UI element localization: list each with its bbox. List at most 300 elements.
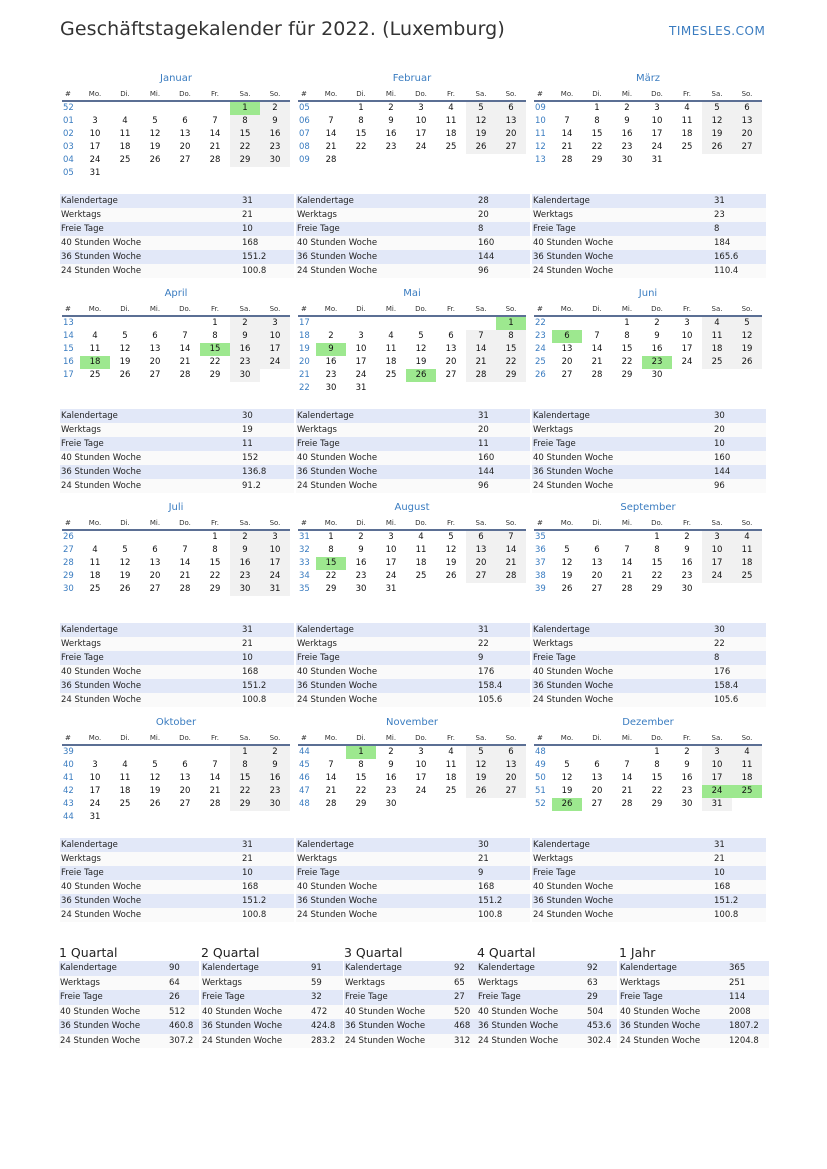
day-cell: 26 (149, 799, 161, 809)
stat-value: 472 (310, 1005, 343, 1020)
weekday-header: So. (260, 731, 290, 745)
weekday-header: So. (496, 731, 526, 745)
day-cell: 12 (149, 129, 161, 139)
stat-value: 10 (241, 222, 294, 236)
stat-label: 24 Stunden Woche (532, 264, 713, 278)
day-cell: 21 (496, 557, 526, 570)
day-cell: 15 (230, 772, 260, 785)
stat-label: Werktags (532, 852, 713, 866)
day-cell: 2 (230, 530, 260, 544)
day-cell: 16 (621, 129, 633, 139)
day-cell: 20 (496, 772, 526, 785)
stat-value: 1204.8 (728, 1034, 769, 1049)
stats-row (60, 465, 294, 479)
weekday-header: Do. (642, 516, 672, 530)
stat-label: Werktags (60, 852, 241, 866)
day-cell: 17 (702, 772, 732, 785)
stat-label: 36 Stunden Woche (532, 250, 713, 264)
stat-value: 152 (241, 451, 294, 465)
stats-row (532, 465, 766, 479)
stats-row (532, 194, 766, 208)
week-number: 26 (535, 370, 546, 380)
day-cell: 18 (732, 772, 762, 785)
day-cell: 10 (415, 760, 427, 770)
week-number-header: # (534, 731, 552, 745)
stats-row (477, 976, 617, 991)
day-cell: 10 (415, 116, 427, 126)
week-row (298, 356, 526, 369)
day-cell: 22 (496, 356, 526, 369)
month-stats (60, 409, 294, 493)
day-cell (110, 101, 140, 115)
day-cell: 26 (149, 155, 161, 165)
week-row (534, 544, 762, 557)
weekday-header: Fr. (200, 516, 230, 530)
stat-label: 40 Stunden Woche (477, 1005, 586, 1020)
week-row (534, 745, 762, 759)
stats-row (532, 866, 766, 880)
day-cell (732, 583, 762, 596)
month-table (534, 731, 762, 811)
week-row (298, 382, 526, 395)
stat-value: 28 (477, 194, 530, 208)
day-cell (672, 369, 702, 382)
stat-value: 251 (728, 976, 769, 991)
day-cell: 16 (230, 343, 260, 356)
month-table (298, 302, 526, 395)
stats-row (296, 465, 530, 479)
day-cell: 13 (466, 544, 496, 557)
stats-row (60, 908, 294, 922)
day-cell: 6 (594, 545, 600, 555)
stats-row (296, 409, 530, 423)
weekday-header: Di. (346, 302, 376, 316)
stats-row (296, 250, 530, 264)
week-number: 20 (299, 357, 310, 367)
stat-value: 20 (713, 423, 766, 437)
day-cell: 16 (230, 557, 260, 570)
stats-row (532, 679, 766, 693)
week-row (298, 101, 526, 115)
week-row (534, 128, 762, 141)
stats-row (201, 1019, 343, 1034)
day-cell: 5 (418, 331, 424, 341)
day-cell: 22 (591, 142, 603, 152)
day-cell: 10 (681, 331, 693, 341)
day-cell: 23 (260, 141, 290, 154)
day-cell: 5 (122, 545, 128, 555)
day-cell: 22 (209, 571, 221, 581)
stats-row (60, 866, 294, 880)
week-row (298, 785, 526, 798)
day-cell: 28 (621, 799, 633, 809)
stat-label: Kalendertage (532, 194, 713, 208)
weekday-header: Di. (346, 731, 376, 745)
week-number: 06 (299, 116, 310, 126)
week-number-header: # (62, 87, 80, 101)
day-cell: 8 (212, 545, 218, 555)
week-number: 09 (535, 103, 546, 113)
day-cell: 25 (119, 799, 131, 809)
stats-row (477, 1034, 617, 1049)
month-stats (532, 623, 766, 707)
month-table (62, 87, 290, 180)
day-cell: 20 (149, 571, 161, 581)
weekday-header: Di. (110, 731, 140, 745)
week-row (298, 154, 526, 167)
month-calendar (62, 72, 290, 180)
stat-label: 24 Stunden Woche (532, 908, 713, 922)
day-cell: 1 (654, 532, 660, 542)
stats-row (60, 665, 294, 679)
weekday-header: Sa. (702, 731, 732, 745)
day-cell: 24 (355, 370, 367, 380)
day-cell: 26 (445, 571, 457, 581)
day-cell: 29 (621, 370, 633, 380)
stat-value: 283.2 (310, 1034, 343, 1049)
day-cell: 19 (561, 571, 573, 581)
day-cell (406, 316, 436, 330)
stats-row (59, 976, 199, 991)
week-number: 36 (535, 545, 546, 555)
weekday-header: Mo. (316, 302, 346, 316)
day-cell: 18 (702, 343, 732, 356)
stats-row (532, 208, 766, 222)
week-row (298, 530, 526, 544)
day-cell (260, 811, 290, 824)
day-cell (552, 316, 582, 330)
day-cell: 23 (325, 370, 337, 380)
stat-value: 96 (477, 479, 530, 493)
day-cell: 6 (496, 745, 526, 759)
day-cell (140, 101, 170, 115)
week-number: 37 (535, 558, 546, 568)
quarter-title: 2 Quartal (201, 945, 260, 960)
week-row (62, 583, 290, 596)
day-cell (552, 745, 582, 759)
stat-value: 512 (168, 1005, 199, 1020)
day-cell: 24 (89, 799, 101, 809)
week-row (62, 356, 290, 369)
day-cell: 21 (591, 357, 603, 367)
day-cell: 24 (415, 786, 427, 796)
day-cell (170, 101, 200, 115)
day-cell (316, 101, 346, 115)
stat-label: 24 Stunden Woche (296, 479, 477, 493)
day-cell: 14 (209, 773, 221, 783)
day-cell: 6 (182, 116, 188, 126)
day-cell: 4 (388, 331, 394, 341)
month-table (62, 302, 290, 382)
day-cell (406, 154, 436, 167)
stats-row (296, 236, 530, 250)
day-cell (552, 530, 582, 544)
day-cell: 28 (621, 584, 633, 594)
week-row (534, 101, 762, 115)
day-cell: 10 (651, 116, 663, 126)
day-cell: 4 (448, 103, 454, 113)
day-cell: 4 (448, 747, 454, 757)
stat-label: 40 Stunden Woche (532, 880, 713, 894)
month-stats (60, 838, 294, 922)
day-cell (170, 167, 200, 180)
stats-row (60, 623, 294, 637)
week-number: 29 (63, 571, 74, 581)
day-cell: 4 (702, 316, 732, 330)
day-cell: 30 (325, 383, 337, 393)
stat-label: 36 Stunden Woche (296, 679, 477, 693)
stats-row (344, 990, 478, 1005)
stats-row (60, 437, 294, 451)
day-cell: 27 (496, 785, 526, 798)
stat-value: 144 (713, 465, 766, 479)
week-row (534, 356, 762, 369)
stats-row (532, 637, 766, 651)
week-number: 26 (63, 532, 74, 542)
day-cell (200, 745, 230, 759)
day-cell: 29 (230, 798, 260, 811)
stat-value: 91 (310, 961, 343, 976)
day-cell: 31 (651, 155, 663, 165)
month-name: Mai (403, 288, 421, 299)
weekday-header: Fr. (672, 731, 702, 745)
stats-row (532, 409, 766, 423)
day-cell: 7 (328, 760, 334, 770)
day-cell: 17 (415, 773, 427, 783)
stat-label: 36 Stunden Woche (532, 465, 713, 479)
week-row (534, 557, 762, 570)
stats-row (532, 250, 766, 264)
day-cell: 20 (496, 128, 526, 141)
weekday-header: Sa. (230, 516, 260, 530)
week-number-header: # (298, 731, 316, 745)
weekday-header: Sa. (466, 302, 496, 316)
holiday-day-cell: 6 (552, 330, 582, 343)
week-number: 39 (535, 584, 546, 594)
stats-row (60, 894, 294, 908)
day-cell: 16 (260, 128, 290, 141)
stat-value: 31 (477, 409, 530, 423)
day-cell: 11 (732, 544, 762, 557)
stat-label: Kalendertage (532, 623, 713, 637)
day-cell: 1 (624, 318, 630, 328)
day-cell: 14 (179, 344, 191, 354)
stat-value: 453.6 (586, 1019, 617, 1034)
day-cell: 25 (445, 786, 457, 796)
day-cell: 5 (152, 760, 158, 770)
month-calendar (534, 716, 762, 811)
month-table (62, 516, 290, 596)
day-cell: 9 (684, 545, 690, 555)
weekday-header: Fr. (436, 302, 466, 316)
stat-value: 2008 (728, 1005, 769, 1020)
stat-value: 160 (713, 451, 766, 465)
stat-label: Kalendertage (477, 961, 586, 976)
day-cell: 22 (230, 785, 260, 798)
day-cell: 10 (89, 773, 101, 783)
stat-value: 176 (477, 665, 530, 679)
day-cell: 24 (651, 142, 663, 152)
day-cell: 24 (415, 142, 427, 152)
month-table (62, 731, 290, 824)
stats-row (477, 1005, 617, 1020)
stats-row (60, 222, 294, 236)
day-cell: 3 (92, 116, 98, 126)
day-cell: 17 (260, 557, 290, 570)
month-stats (296, 409, 530, 493)
stats-row (201, 1034, 343, 1049)
day-cell: 26 (119, 584, 131, 594)
day-cell: 27 (732, 141, 762, 154)
day-cell (80, 316, 110, 330)
day-cell: 19 (119, 357, 131, 367)
stat-label: 24 Stunden Woche (59, 1034, 168, 1049)
stats-row (296, 908, 530, 922)
day-cell: 14 (466, 343, 496, 356)
day-cell: 13 (561, 344, 573, 354)
day-cell: 15 (496, 343, 526, 356)
day-cell: 19 (466, 128, 496, 141)
month-name: Juli (168, 502, 184, 513)
weekday-header: Do. (170, 516, 200, 530)
month-calendar (534, 287, 762, 382)
day-cell: 28 (179, 370, 191, 380)
day-cell: 23 (681, 571, 693, 581)
day-cell: 29 (355, 799, 367, 809)
day-cell: 27 (179, 799, 191, 809)
day-cell: 26 (702, 141, 732, 154)
week-row (534, 369, 762, 382)
day-cell: 1 (358, 103, 364, 113)
week-number: 38 (535, 571, 546, 581)
stat-value: 365 (728, 961, 769, 976)
day-cell: 20 (445, 357, 457, 367)
day-cell: 11 (89, 558, 101, 568)
day-cell: 26 (561, 584, 573, 594)
weekday-header: So. (732, 516, 762, 530)
week-row (62, 101, 290, 115)
day-cell: 31 (385, 584, 397, 594)
stat-value: 520 (453, 1005, 478, 1020)
day-cell: 31 (89, 168, 101, 178)
stat-label: Freie Tage (59, 990, 168, 1005)
weekday-header: Mi. (140, 731, 170, 745)
stat-label: Freie Tage (532, 866, 713, 880)
quarter-table (344, 961, 478, 1048)
stat-value: 151.2 (713, 894, 766, 908)
day-cell (582, 316, 612, 330)
week-row (298, 141, 526, 154)
day-cell: 12 (561, 558, 573, 568)
stats-row (619, 1034, 769, 1049)
day-cell: 29 (209, 584, 221, 594)
stat-label: Werktags (201, 976, 310, 991)
day-cell: 9 (624, 116, 630, 126)
stat-label: 40 Stunden Woche (60, 451, 241, 465)
quarter-table (59, 961, 199, 1048)
week-number: 35 (299, 584, 310, 594)
stats-row (532, 451, 766, 465)
day-cell (436, 798, 466, 811)
stat-value: 30 (241, 409, 294, 423)
week-number: 30 (63, 584, 74, 594)
day-cell: 4 (732, 530, 762, 544)
day-cell: 24 (260, 570, 290, 583)
day-cell (316, 745, 346, 759)
day-cell (80, 530, 110, 544)
weekday-header: Sa. (230, 87, 260, 101)
month-stats (532, 838, 766, 922)
stat-label: 24 Stunden Woche (60, 264, 241, 278)
month-calendar (298, 72, 526, 167)
week-row (62, 141, 290, 154)
day-cell: 27 (179, 155, 191, 165)
quarter-title: 1 Jahr (619, 945, 656, 960)
holiday-day-cell: 15 (316, 557, 346, 570)
day-cell: 27 (149, 584, 161, 594)
day-cell: 24 (681, 357, 693, 367)
stats-row (296, 651, 530, 665)
day-cell (466, 583, 496, 596)
day-cell: 27 (496, 141, 526, 154)
weekday-header: So. (496, 87, 526, 101)
stat-label: 40 Stunden Woche (60, 236, 241, 250)
week-number: 35 (535, 532, 546, 542)
stats-row (532, 880, 766, 894)
day-cell: 21 (179, 357, 191, 367)
stat-label: 40 Stunden Woche (296, 236, 477, 250)
week-row (62, 530, 290, 544)
day-cell: 29 (651, 799, 663, 809)
day-cell: 21 (621, 786, 633, 796)
week-row (534, 570, 762, 583)
week-row (62, 316, 290, 330)
week-number: 44 (299, 747, 310, 757)
day-cell: 3 (260, 530, 290, 544)
stat-label: 40 Stunden Woche (60, 665, 241, 679)
day-cell: 4 (418, 532, 424, 542)
day-cell (436, 154, 466, 167)
week-row (62, 785, 290, 798)
day-cell: 22 (651, 571, 663, 581)
week-row (534, 583, 762, 596)
stat-label: 40 Stunden Woche (296, 665, 477, 679)
day-cell: 3 (418, 747, 424, 757)
stat-value: 10 (241, 866, 294, 880)
stat-label: Werktags (344, 976, 453, 991)
week-row (298, 128, 526, 141)
day-cell: 6 (594, 760, 600, 770)
day-cell (466, 154, 496, 167)
stat-label: 40 Stunden Woche (532, 665, 713, 679)
week-number-header: # (534, 516, 552, 530)
day-cell: 4 (92, 331, 98, 341)
stat-value: 31 (477, 623, 530, 637)
day-cell: 5 (564, 760, 570, 770)
day-cell: 6 (182, 760, 188, 770)
site-logo-link[interactable]: TIMESLES.COM (669, 24, 766, 38)
week-number: 13 (535, 155, 546, 165)
day-cell: 17 (415, 129, 427, 139)
day-cell: 7 (466, 330, 496, 343)
day-cell: 20 (732, 128, 762, 141)
day-cell: 15 (209, 558, 221, 568)
stats-row (296, 637, 530, 651)
day-cell: 6 (448, 331, 454, 341)
stat-value: 105.6 (713, 693, 766, 707)
weekday-header: Sa. (466, 731, 496, 745)
weekday-header: Sa. (230, 302, 260, 316)
